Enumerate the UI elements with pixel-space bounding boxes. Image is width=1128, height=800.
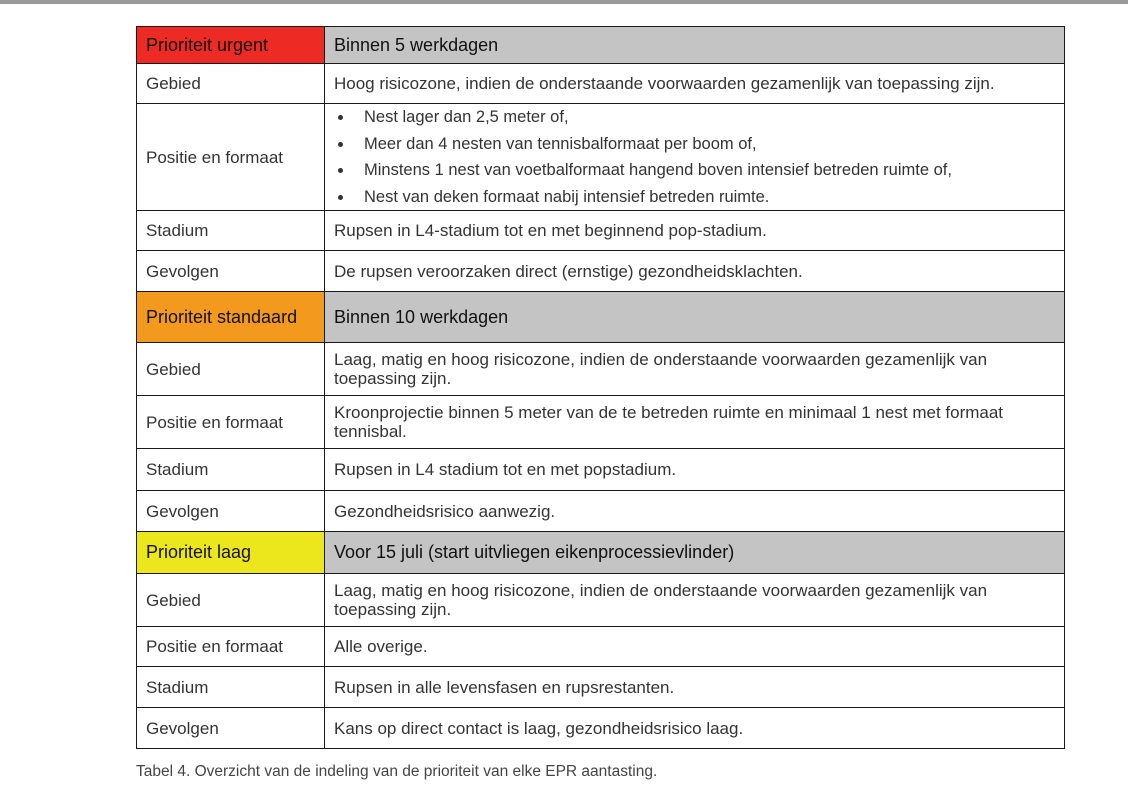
priority-header-standaard: [137, 292, 1065, 343]
table-row: [137, 343, 1065, 396]
row-value: Rupsen in alle levensfasen en rupsrestanten.: [325, 667, 1065, 708]
row-label: Gevolgen: [137, 491, 325, 532]
row-label: Positie en formaat: [137, 627, 325, 667]
priority-deadline: Voor 15 juli (start uitvliegen eikenprocessievlinder): [325, 532, 1065, 574]
table-row: [137, 627, 1065, 667]
row-value-bullets: [325, 104, 1065, 211]
priority-label: Prioriteit laag: [137, 532, 325, 574]
table-row: [137, 491, 1065, 532]
row-value: Kans op direct contact is laag, gezondheidsrisico laag.: [325, 708, 1065, 749]
row-value: Hoog risicozone, indien de onderstaande voorwaarden gezamenlijk van toepassing zijn.: [325, 64, 1065, 104]
row-value: Rupsen in L4-stadium tot en met beginnend pop-stadium.: [325, 211, 1065, 251]
row-label: Gebied: [137, 64, 325, 104]
bullet-list: [334, 104, 1055, 210]
top-bar: [0, 0, 1128, 4]
table-row: [137, 449, 1065, 491]
table-row: [137, 396, 1065, 449]
priority-deadline: Binnen 10 werkdagen: [325, 292, 1065, 343]
table-row: [137, 64, 1065, 104]
row-label: Gebied: [137, 574, 325, 627]
row-label: Stadium: [137, 211, 325, 251]
row-label: Stadium: [137, 449, 325, 491]
table-row: [137, 574, 1065, 627]
row-label: Positie en formaat: [137, 104, 325, 211]
bullet-item: • Meer dan 4 nesten van tennisbalformaat per boom of,: [354, 131, 1055, 158]
row-value: Gezondheidsrisico aanwezig.: [325, 491, 1065, 532]
table-row: [137, 251, 1065, 292]
priority-label: Prioriteit standaard: [137, 292, 325, 343]
table-row: [137, 667, 1065, 708]
row-label: Positie en formaat: [137, 396, 325, 449]
table-row: [137, 211, 1065, 251]
priority-deadline: Binnen 5 werkdagen: [325, 27, 1065, 64]
row-label: Gevolgen: [137, 708, 325, 749]
row-value: Laag, matig en hoog risicozone, indien de onderstaande voorwaarden gezamenlijk van toepassing zijn.: [325, 574, 1065, 627]
row-value: Rupsen in L4 stadium tot en met popstadium.: [325, 449, 1065, 491]
bullet-item: • Minstens 1 nest van voetbalformaat hangend boven intensief betreden ruimte of,: [354, 157, 1055, 184]
priority-header-laag: [137, 532, 1065, 574]
priority-label: Prioriteit urgent: [137, 27, 325, 64]
table-row: [137, 708, 1065, 749]
bullet-item: • Nest lager dan 2,5 meter of,: [354, 104, 1055, 131]
row-label: Gebied: [137, 343, 325, 396]
row-value: De rupsen veroorzaken direct (ernstige) gezondheidsklachten.: [325, 251, 1065, 292]
row-value: Alle overige.: [325, 627, 1065, 667]
table-caption: Tabel 4. Overzicht van de indeling van de prioriteit van elke EPR aantasting.: [136, 763, 658, 780]
table-row: [137, 104, 1065, 211]
row-value: Kroonprojectie binnen 5 meter van de te betreden ruimte en minimaal 1 nest met formaat tennisbal.: [325, 396, 1065, 449]
priority-table: [136, 26, 1065, 749]
row-label: Stadium: [137, 667, 325, 708]
row-label: Gevolgen: [137, 251, 325, 292]
row-value: Laag, matig en hoog risicozone, indien de onderstaande voorwaarden gezamenlijk van toepassing zijn.: [325, 343, 1065, 396]
bullet-item: • Nest van deken formaat nabij intensief betreden ruimte.: [354, 184, 1055, 211]
priority-header-urgent: [137, 27, 1065, 64]
